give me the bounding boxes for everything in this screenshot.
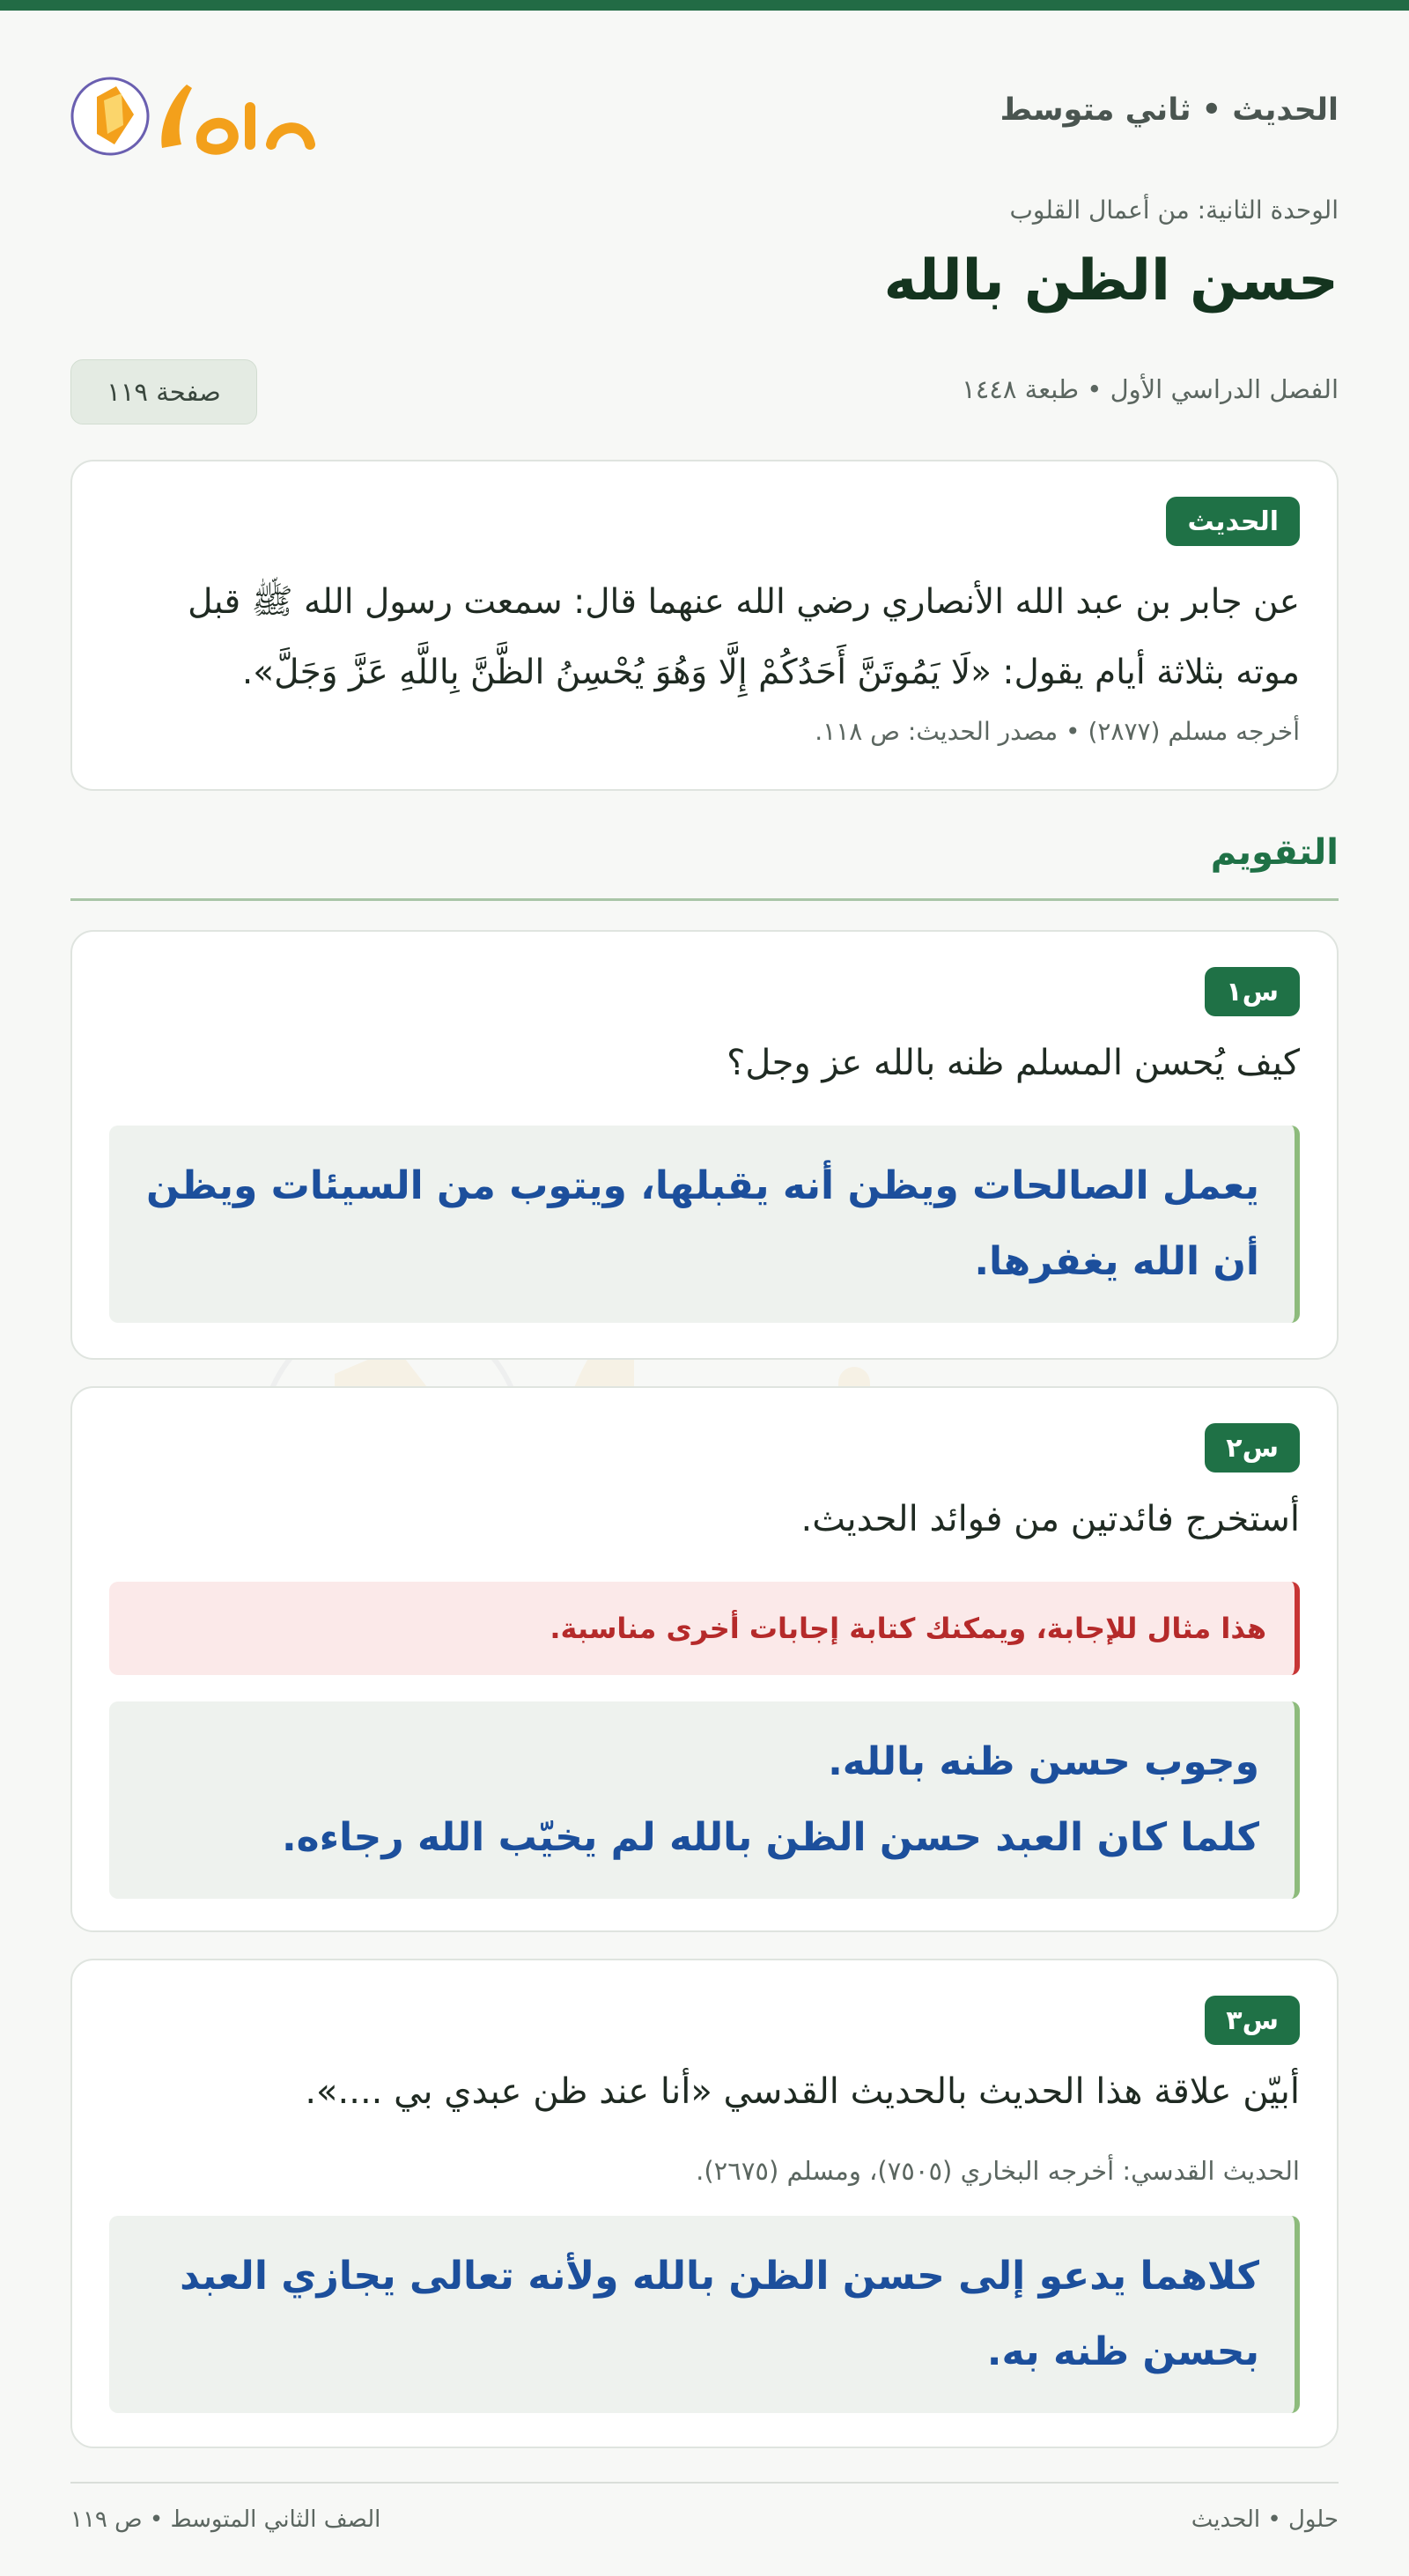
hadith-badge: الحديث	[1166, 497, 1300, 546]
question-badge-3: س٣	[1205, 1996, 1300, 2045]
question-card-1	[70, 930, 1339, 1360]
hadith-text	[109, 567, 1300, 708]
term-line: الفصل الدراسي الأول • طبعة ١٤٤٨	[962, 374, 1339, 404]
example-answer-note: هذا مثال للإجابة، ويمكنك كتابة إجابات أخرى مناسبة.	[109, 1582, 1300, 1675]
unit-label: الوحدة الثانية: من أعمال القلوب	[1009, 196, 1339, 225]
hadith-line-2: موته بثلاثة أيام يقول: «لَا يَمُوتَنَّ أَحَدُكُمْ إِلَّا وَهُوَ يُحْسِنُ الظَّنَّ بِاللَّهِ عَزَّ وَجَلَّ».	[241, 653, 1300, 692]
question-text-3: أبيّن علاقة هذا الحديث بالحديث القدسي «أنا عند ظن عبدي بي ....».	[305, 2071, 1300, 2112]
answer-1-line-1: يعمل الصالحات ويظن أنه يقبلها، ويتوب من السيئات ويظن	[146, 1163, 1259, 1208]
question-card-3	[70, 1959, 1339, 2448]
hadith-line-1: عن جابر بن عبد الله الأنصاري رضي الله عنهما قال: سمعت رسول الله ﷺ قبل	[188, 582, 1300, 622]
section-title: التقويم	[1210, 832, 1339, 873]
question-text-1: كيف يُحسن المسلم ظنه بالله عز وجل؟	[727, 1043, 1300, 1083]
question-text-2: أستخرج فائدتين من فوائد الحديث.	[800, 1499, 1300, 1539]
question-card-2	[70, 1386, 1339, 1932]
footer-grade-page: الصف الثاني المتوسط • ص ١١٩	[70, 2506, 381, 2533]
lesson-title: حسن الظن بالله	[883, 248, 1339, 314]
answer-3-line-1: كلاهما يدعو إلى حسن الظن بالله ولأنه تعالى يجازي العبد	[180, 2254, 1259, 2299]
top-accent-bar	[0, 0, 1409, 11]
hadith-source: أخرجه مسلم (٢٨٧٧) • مصدر الحديث: ص ١١٨.	[815, 717, 1300, 746]
page-number-badge: صفحة ١١٩	[70, 359, 257, 424]
answer-box-2	[109, 1701, 1300, 1899]
qudsi-reference: الحديث القدسي: أخرجه البخاري (٧٥٠٥)، ومسلم (٢٦٧٥).	[696, 2156, 1300, 2186]
answer-box-3	[109, 2216, 1300, 2413]
header-subject: الحديث • ثاني متوسط	[1000, 92, 1339, 128]
question-badge-2: س٢	[1205, 1423, 1300, 1473]
section-divider	[70, 898, 1339, 901]
footer-site: حلول • الحديث	[1191, 2506, 1339, 2533]
answer-1-line-2: أن الله يغفرها.	[974, 1239, 1259, 1284]
answer-2-line-1: وجوب حسن ظنه بالله.	[828, 1739, 1259, 1784]
answer-box-1	[109, 1126, 1300, 1323]
answer-2-line-2: كلما كان العبد حسن الظن بالله لم يخيّب الله رجاءه.	[281, 1815, 1259, 1860]
hadith-card	[70, 460, 1339, 791]
question-badge-1: س١	[1205, 967, 1300, 1016]
footer-divider	[70, 2482, 1339, 2484]
hulul-logo[interactable]	[70, 63, 326, 169]
answer-3-line-2: بحسن ظنه به.	[986, 2329, 1259, 2374]
